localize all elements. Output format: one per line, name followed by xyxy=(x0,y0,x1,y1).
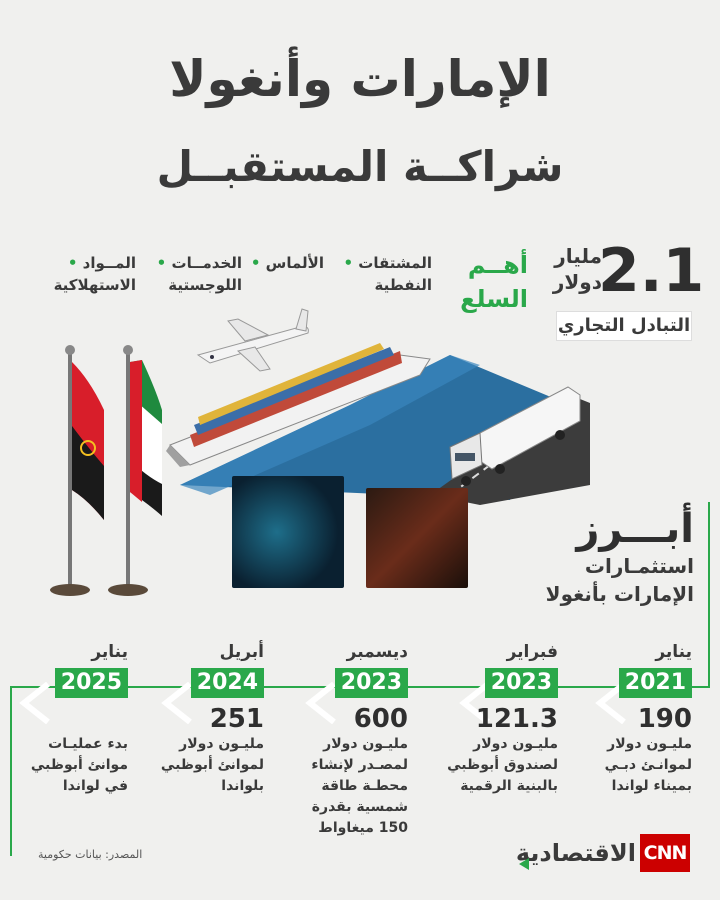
timeline-desc-line: لموانئ أبوظبي xyxy=(160,757,264,773)
timeline-desc-line: لمصـدر لإنشاء xyxy=(311,757,408,773)
timeline-year: 2025 xyxy=(55,668,128,698)
timeline-year: 2023 xyxy=(485,668,558,698)
airplane-icon xyxy=(198,309,308,371)
investments-title-line2: استثمـارات xyxy=(584,554,694,578)
timeline-desc-line: 150 ميغاواط xyxy=(318,820,408,836)
timeline-desc-line: بالبنية الرقمية xyxy=(460,778,558,794)
timeline-desc-line: مليـون دولار xyxy=(607,736,692,752)
good-logistics-line2: اللوجستية xyxy=(168,276,242,294)
uae-flag-icon xyxy=(108,345,162,596)
good-oil-line1: المشتقات xyxy=(358,254,432,272)
timeline-desc-line: محطـة طاقة xyxy=(321,778,408,794)
timeline-desc-line: بدء عمليـات xyxy=(48,736,128,752)
good-consumer-line2: الاستهلاكية xyxy=(53,276,136,294)
brand-arrow-icon xyxy=(519,858,529,870)
trade-unit-line2: دولار xyxy=(552,270,602,294)
page-title: الإمارات وأنغولا xyxy=(169,50,551,108)
trade-label: التبادل التجاري xyxy=(556,311,692,341)
timeline-month: أبريل xyxy=(219,642,264,662)
bullet-dot-icon: • xyxy=(250,254,261,272)
timeline-value: 600 xyxy=(353,704,408,734)
timeline-year: 2021 xyxy=(619,668,692,698)
investments-title-line1: أبـــرز xyxy=(576,506,694,552)
trade-value: 2.1 xyxy=(598,236,705,306)
bullet-dot-icon: • xyxy=(67,254,78,272)
timeline-year: 2023 xyxy=(335,668,408,698)
timeline-value xyxy=(10,704,128,734)
timeline-month: يناير xyxy=(655,642,692,662)
angola-flag-icon xyxy=(50,345,104,596)
timeline-value: 251 xyxy=(209,704,264,734)
bullet-dot-icon: • xyxy=(343,254,354,272)
good-item-consumer xyxy=(30,252,136,296)
cnn-logo: CNN xyxy=(640,834,690,872)
good-consumer-line1: المــواد xyxy=(82,254,136,272)
timeline-desc-line: مليـون دولار xyxy=(179,736,264,752)
timeline-item xyxy=(146,640,264,797)
timeline-value: 190 xyxy=(637,704,692,734)
investments-title xyxy=(530,506,694,608)
timeline-desc-line: لموانـئ دبـي xyxy=(604,757,692,773)
timeline-desc-line: مليـون دولار xyxy=(323,736,408,752)
goods-title-line1: أهــم xyxy=(467,251,528,279)
timeline-item xyxy=(10,640,128,797)
investments-title-line3: الإمارات بأنغولا xyxy=(545,582,694,606)
timeline-month: يناير xyxy=(91,642,128,662)
trade-illustration xyxy=(150,285,590,505)
timeline-desc-line: مليـون دولار xyxy=(473,736,558,752)
oil-barrel-image xyxy=(366,488,468,588)
timeline-year: 2024 xyxy=(191,668,264,698)
diamonds-image xyxy=(232,476,344,588)
timeline-desc-line: بميناء لواندا xyxy=(611,778,692,794)
timeline-desc-line: موانئ أبوظبي xyxy=(30,757,128,773)
good-oil-line2: النفطية xyxy=(374,276,432,294)
good-diamonds-line1: الألماس xyxy=(265,254,324,272)
trade-unit-line1: مليار xyxy=(554,244,602,268)
timeline-month: ديسمبر xyxy=(346,642,408,662)
timeline-desc-line: شمسية بقدرة xyxy=(311,799,408,815)
goods-title-line2: السلع xyxy=(460,285,528,313)
timeline-value: 121.3 xyxy=(475,704,558,734)
timeline-desc-line: لصندوق أبوظبي xyxy=(447,757,558,773)
bullet-dot-icon: • xyxy=(156,254,167,272)
timeline-item xyxy=(290,640,408,839)
timeline-item xyxy=(440,640,558,797)
good-logistics-line1: الخدمــات xyxy=(171,254,242,272)
timeline-item xyxy=(574,640,692,797)
timeline-desc-line: في لواندا xyxy=(62,778,128,794)
timeline-month: فبراير xyxy=(506,642,558,662)
page-subtitle: شراكــة المستقبــل xyxy=(156,142,564,191)
brand-name: الاقتصادية xyxy=(515,839,636,867)
timeline-desc-line: بلواندا xyxy=(221,778,264,794)
good-item-diamonds xyxy=(248,252,324,274)
flags-illustration xyxy=(30,340,190,610)
source-note: المصدر: بيانات حكومية xyxy=(38,848,143,861)
timeline-connector-vertical xyxy=(708,502,710,688)
